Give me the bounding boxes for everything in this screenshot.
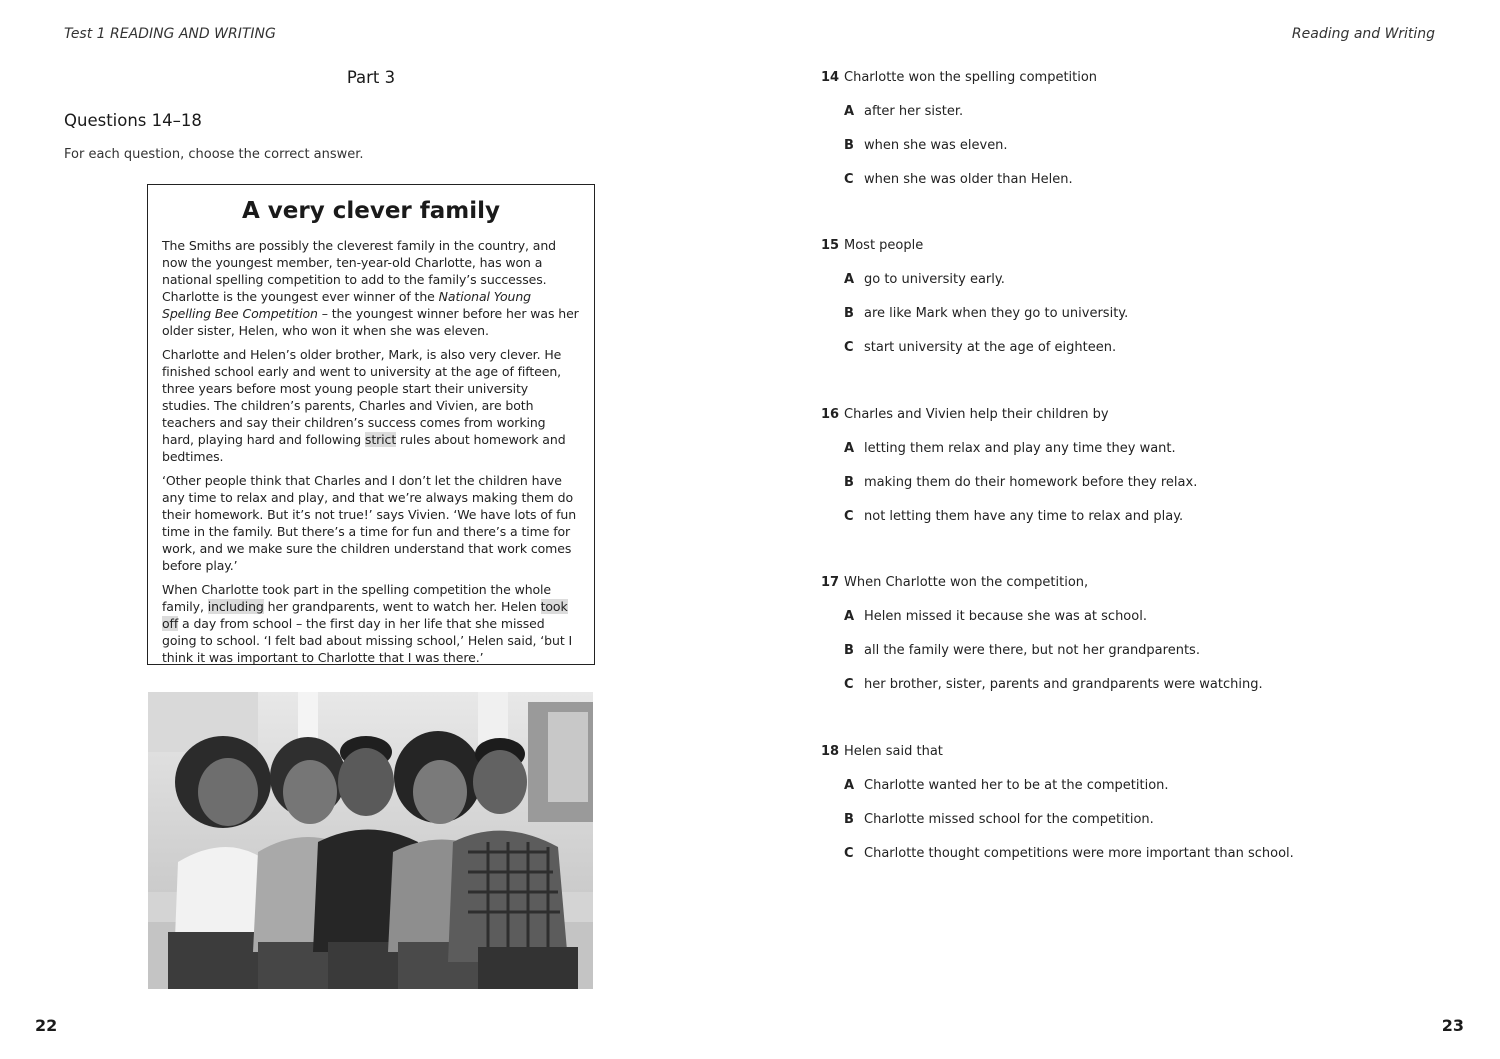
option-text: go to university early.: [864, 272, 1005, 287]
question-16: [821, 407, 1441, 543]
question-15: [821, 238, 1441, 374]
page-number-right: 23: [1441, 1016, 1464, 1035]
option-a[interactable]: [821, 104, 1441, 138]
option-text: Charlotte missed school for the competition.: [864, 812, 1154, 827]
question-number: 14: [821, 70, 840, 85]
option-a[interactable]: [821, 272, 1441, 306]
option-text: Charlotte thought competitions were more important than school.: [864, 846, 1294, 861]
question-text: Charles and Vivien help their children by: [844, 407, 1109, 422]
option-letter: A: [844, 104, 855, 119]
article-paragraph-1: [162, 237, 580, 339]
option-b[interactable]: [821, 138, 1441, 172]
option-text: Charlotte wanted her to be at the competition.: [864, 778, 1169, 793]
option-c[interactable]: [821, 509, 1441, 543]
option-a[interactable]: [821, 441, 1441, 475]
option-text: when she was eleven.: [864, 138, 1008, 153]
highlighted-word-strict: strict: [364, 432, 397, 447]
option-text: Helen missed it because she was at school.: [864, 609, 1147, 624]
option-a[interactable]: [821, 609, 1441, 643]
question-number: 15: [821, 238, 840, 253]
option-text: her brother, sister, parents and grandparents were watching.: [864, 677, 1263, 692]
text-run: her grandparents, went to watch her. Helen: [263, 599, 541, 614]
article-box: [147, 184, 595, 665]
question-number: 18: [821, 744, 840, 759]
page-number-left: 22: [35, 1016, 58, 1035]
option-letter: B: [844, 643, 854, 658]
text-run: rules about homework and bedtimes.: [162, 432, 566, 464]
highlighted-phrase-took-off: took off: [162, 599, 568, 631]
option-letter: C: [844, 677, 854, 692]
option-letter: C: [844, 846, 854, 861]
question-number: 17: [821, 575, 840, 590]
option-b[interactable]: [821, 306, 1441, 340]
competition-name: National Young Spelling Bee Competition: [162, 289, 531, 321]
option-text: when she was older than Helen.: [864, 172, 1073, 187]
option-c[interactable]: [821, 677, 1441, 711]
option-text: making them do their homework before they relax.: [864, 475, 1198, 490]
option-b[interactable]: [821, 812, 1441, 846]
question-stem: [821, 70, 1441, 104]
option-c[interactable]: [821, 846, 1441, 880]
option-a[interactable]: [821, 778, 1441, 812]
option-letter: C: [844, 340, 854, 355]
article-paragraph-2: [162, 346, 580, 465]
option-letter: A: [844, 441, 855, 456]
text-run: Charlotte and Helen’s older brother, Mark, is also very clever. He finished school early and went to university at the age of fifteen, three years before most young people start their university studies. The children’s parents, Charles and Vivien, are both teachers and say their children’s success comes from working hard, playing hard and following: [162, 347, 562, 447]
question-text: Helen said that: [844, 744, 943, 759]
instruction: For each question, choose the correct answer.: [64, 147, 364, 162]
option-b[interactable]: [821, 643, 1441, 677]
question-stem: [821, 744, 1441, 778]
option-text: letting them relax and play any time they want.: [864, 441, 1176, 456]
option-text: not letting them have any time to relax and play.: [864, 509, 1184, 524]
option-letter: B: [844, 475, 854, 490]
option-letter: C: [844, 172, 854, 187]
option-letter: B: [844, 138, 854, 153]
option-letter: A: [844, 272, 855, 287]
option-text: all the family were there, but not her grandparents.: [864, 643, 1200, 658]
option-letter: B: [844, 306, 854, 321]
text-run: – the youngest winner before her was her older sister, Helen, who won it when she was eleven.: [162, 306, 579, 338]
question-14: [821, 70, 1441, 206]
article-paragraph-4: [162, 581, 580, 666]
highlighted-word-including: including: [207, 599, 264, 614]
text-run: The Smiths are possibly the cleverest family in the country, and now the youngest member, ten-year-old Charlotte, has won a national spelling competition to add to the family’s successes. Charlotte is the youngest ever winner of the: [162, 238, 556, 304]
question-text: Charlotte won the spelling competition: [844, 70, 1098, 85]
option-letter: A: [844, 609, 855, 624]
questions-heading: Questions 14–18: [64, 111, 202, 130]
option-text: after her sister.: [864, 104, 964, 119]
question-18: [821, 744, 1441, 880]
article-paragraph-3: ‘Other people think that Charles and I don’t let the children have any time to relax and play, and that we’re always making them do their homework. But it’s not true!’ says Vivien. ‘We have lots of fun time in the family. But there’s a time for fun and there’s a time for work, and we make sure the children understand that work comes before play.’: [162, 473, 577, 573]
option-letter: C: [844, 509, 854, 524]
option-text: start university at the age of eighteen.: [864, 340, 1117, 355]
question-stem: [821, 407, 1441, 441]
running-head-right: Reading and Writing: [1291, 26, 1435, 42]
article-title: A very clever family: [241, 198, 501, 224]
question-stem: [821, 238, 1441, 272]
question-text: When Charlotte won the competition,: [844, 575, 1089, 590]
question-number: 16: [821, 407, 840, 422]
option-c[interactable]: [821, 172, 1441, 206]
option-letter: B: [844, 812, 854, 827]
question-text: Most people: [844, 238, 924, 253]
part-title: Part 3: [346, 68, 396, 87]
option-text: are like Mark when they go to university.: [864, 306, 1129, 321]
running-head-left: Test 1 READING AND WRITING: [64, 26, 276, 42]
option-letter: A: [844, 778, 855, 793]
family-photo: [148, 692, 593, 989]
question-17: [821, 575, 1441, 711]
option-b[interactable]: [821, 475, 1441, 509]
family-photo-illustration: [148, 692, 593, 989]
question-stem: [821, 575, 1441, 609]
option-c[interactable]: [821, 340, 1441, 374]
right-page: [750, 0, 1500, 1059]
text-run: When Charlotte took part in the spelling competition the whole family,: [162, 582, 552, 614]
text-run: a day from school – the first day in her life that she missed going to school. ‘I felt bad about missing school,’ Helen said, ‘but I think it was important to Charlotte that I was there.’: [162, 616, 573, 665]
